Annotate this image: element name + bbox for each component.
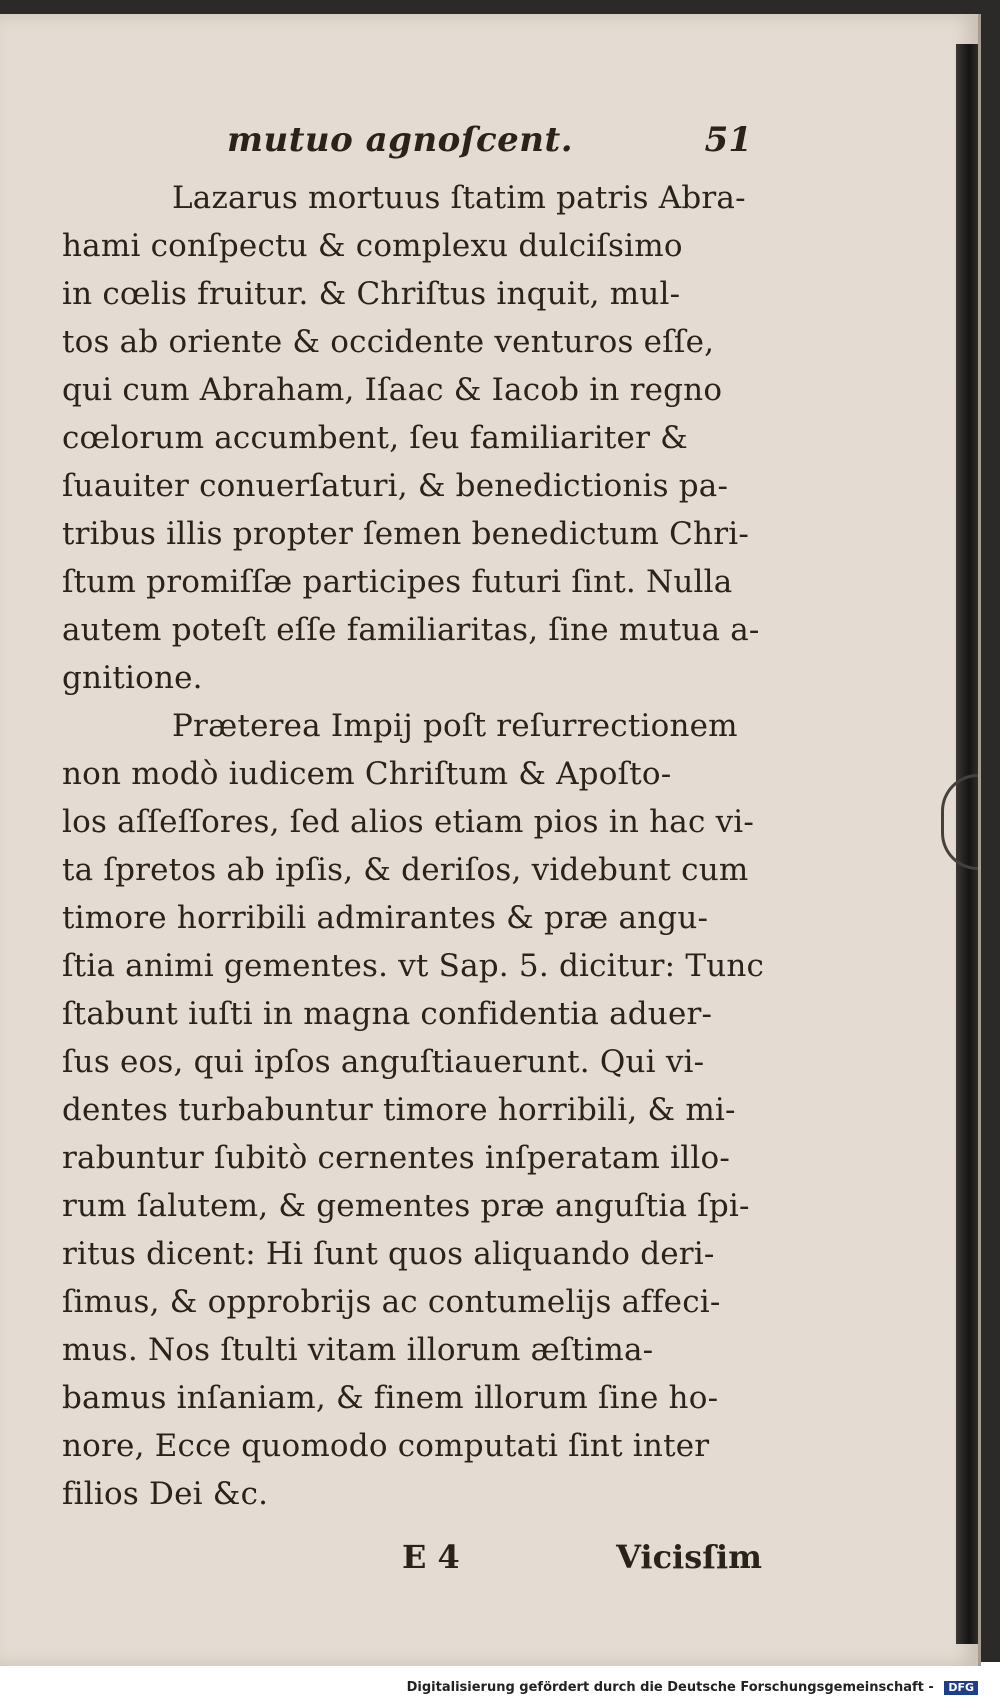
- text-line: rum ſalutem, & gementes præ anguſtia ſpi-: [62, 1188, 750, 1224]
- text-line: ſus eos, qui ipſos anguſtiauerunt. Qui vi-: [62, 1044, 705, 1080]
- text-line: gnitione.: [62, 660, 203, 696]
- text-block: [62, 114, 765, 1592]
- text-line: tos ab oriente & occidente venturos eſſe,: [62, 324, 715, 360]
- text-line: nore, Ecce quomodo computati ſint inter: [62, 1428, 710, 1464]
- text-line: ſtabunt iuſti in magna confidentia aduer-: [62, 996, 713, 1032]
- text-line: timore horribili admirantes & præ angu-: [62, 900, 709, 936]
- text-line: cœlorum accumbent, ſeu familiariter &: [62, 420, 688, 456]
- text-line: mus. Nos ſtulti vitam illorum æſtima-: [62, 1332, 654, 1368]
- catchword: Vicisſim: [616, 1538, 762, 1576]
- text-line: ſuauiter conuerſaturi, & benedictionis pa-: [62, 468, 729, 504]
- text-line: in cœlis fruitur. & Chriſtus inquit, mul-: [62, 276, 681, 312]
- text-line: ritus dicent: Hi ſunt quos aliquando deri-: [62, 1236, 715, 1272]
- text-line: ſtia animi gementes. vt Sap. 5. dicitur: Tunc: [62, 948, 765, 984]
- text-line: hami conſpectu & complexu dulciſsimo: [62, 228, 683, 264]
- text-line: rabuntur ſubitò cernentes inſperatam illo-: [62, 1140, 731, 1176]
- text-line: los aſſeſſores, ſed alios etiam pios in hac vi-: [62, 804, 755, 840]
- text-line: tribus illis propter ſemen benedictum Chri-: [62, 516, 749, 552]
- text-line: qui cum Abraham, Iſaac & Iacob in regno: [62, 372, 723, 408]
- text-line: autem poteſt eſſe familiaritas, ſine mutua a-: [62, 612, 760, 648]
- text-line: Lazarus mortuus ſtatim patris Abra-: [172, 180, 746, 216]
- text-line: ta ſpretos ab ipſis, & deriſos, videbunt cum: [62, 852, 749, 888]
- clasp-ring: [941, 774, 978, 870]
- page-number: 51: [704, 120, 752, 160]
- text-line: ſtum promiſſæ participes futuri ſint. Nulla: [62, 564, 733, 600]
- text-line: non modò iudicem Chriſtum & Apoſto-: [62, 756, 672, 792]
- dfg-logo: DFG: [944, 1681, 978, 1695]
- running-head: [62, 114, 752, 174]
- page-footer: [62, 1532, 762, 1592]
- text-line: Præterea Impij poſt reſurrectionem: [172, 708, 738, 744]
- text-line: bamus inſaniam, & finem illorum ſine ho-: [62, 1380, 719, 1416]
- digitization-credit: [407, 1680, 978, 1695]
- text-line: dentes turbabuntur timore horribili, & mi-: [62, 1092, 736, 1128]
- credit-text: Digitalisierung gefördert durch die Deutsche Forschungsgemeinschaft -: [406, 1680, 934, 1695]
- text-line: filios Dei &c.: [62, 1476, 269, 1512]
- signature-mark: E 4: [402, 1538, 460, 1576]
- text-line: ſimus, & opprobrijs ac contumelijs affeci-: [62, 1284, 721, 1320]
- book-page: [0, 14, 981, 1666]
- running-title: mutuo agnoſcent.: [227, 120, 574, 160]
